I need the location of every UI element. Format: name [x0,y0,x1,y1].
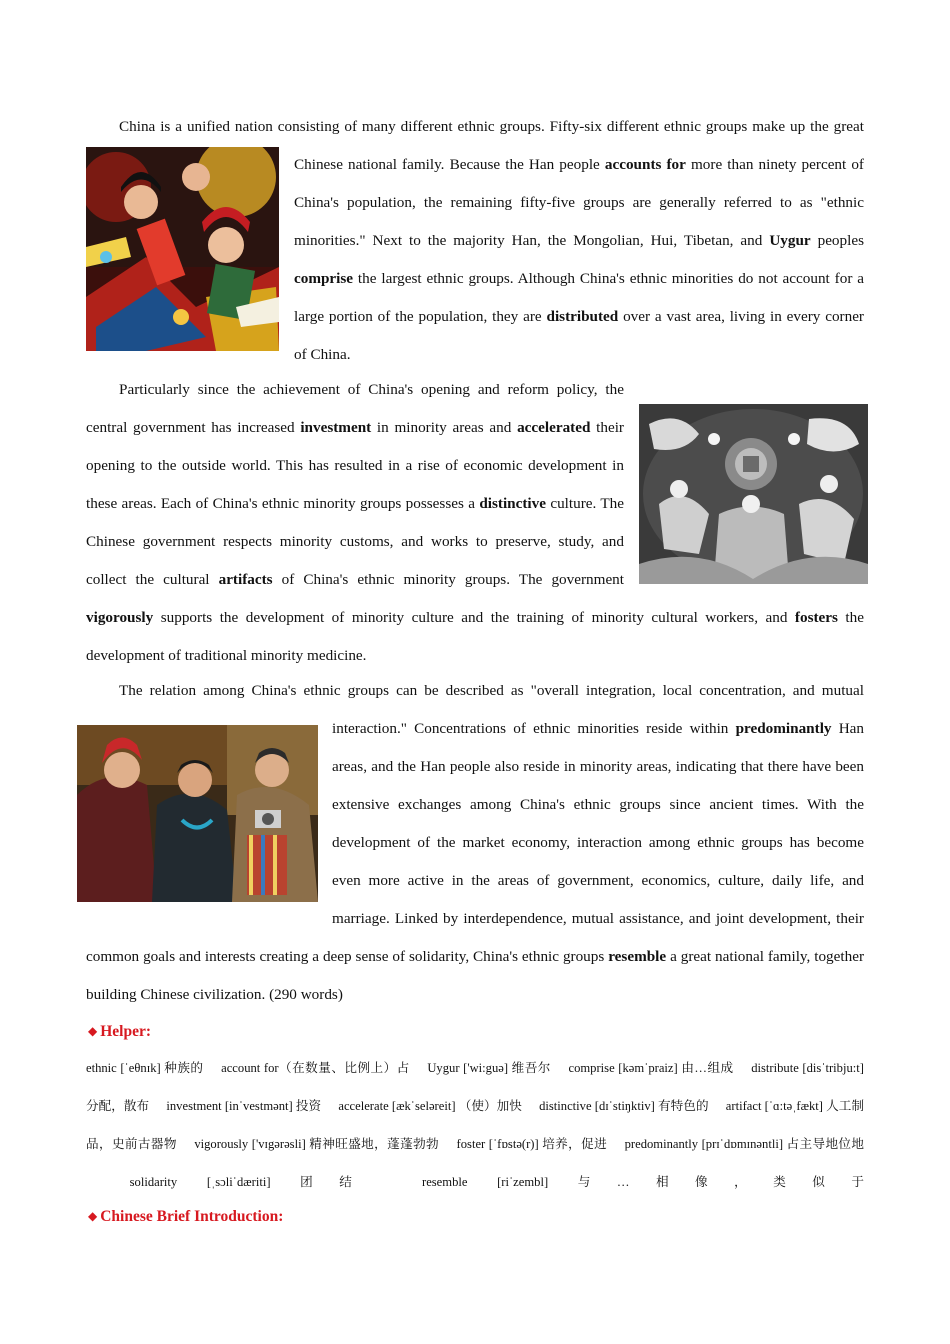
vocab-item: ethnic [ˈeθnɪk] 种族的 [86,1061,204,1075]
vocab-term: accounts for [604,156,686,173]
vocab-item: foster [ˈfɒstə(r)] 培养，促进 [456,1137,608,1151]
vocab-term: distributed [546,308,619,325]
paragraph-text: The relation among China's ethnic groups can be described as "overall integration, local concentration, and mutual interaction." Concentrations of ethnic minorities reside within [119,682,864,737]
vocab-term: resemble [608,948,667,965]
vocab-list [86,1049,864,1201]
paragraph-text: of China's ethnic minority groups. The government [272,571,624,588]
paragraph-3 [86,672,864,1014]
paragraph-text: peoples [810,232,864,249]
vocab-term: comprise [294,270,354,287]
paragraph-text: Han areas, and the Han people also reside in minority areas, indicating that there have been extensive exchanges among China's ethnic groups since ancient times. With the development of the market economy, interaction among ethnic groups has become even more active in the areas of government, economics, culture, daily life, and marriage. Linked by interdependence, mutual assistance, and joint development, their common goals and interests creating a deep sense of solidarity, China's ethnic groups [86,720,864,965]
paragraph-text: culture. The Chinese government respects minority customs, and works to preserve, study, and collect the cultural [86,495,624,588]
vocab-item: predominantly [prɪˈdɒmɪnəntli] 占主导地位地 [624,1137,864,1151]
paragraph-text: the largest ethnic groups. Although China's ethnic minorities do not account for a large portion of the population, they are [294,270,864,325]
paragraph-text: a great national family, together building Chinese civilization. (290 words) [86,948,865,1003]
paragraph-text: supports the development of minority culture and the training of minority cultural workers, and [153,609,795,626]
vocab-term: artifacts [218,571,273,588]
figure-text-wrap [86,147,294,375]
paragraph-text: Particularly since the achievement of China's opening and reform policy, the central government has increased [86,381,624,436]
figure-text-wrap [624,404,864,594]
paragraph-text: China is a unified nation consisting of many different ethnic groups. Fifty-six different ethnic groups make up the great Chinese national family. Because the Han people [119,118,864,173]
vocab-term: predominantly [735,720,832,737]
vocab-term: Uygur [769,232,811,249]
vocab-term: accelerated [517,419,591,436]
vocab-item: investment [inˈvestmənt] 投资 [166,1099,322,1113]
vocab-term: fosters [794,609,838,626]
vocab-item: Uygur ['wi:guə] 维吾尔 [427,1061,551,1075]
vocab-item: comprise [kəmˈpraiz] 由…组成 [568,1061,734,1075]
paragraph-text: over a vast area, living in every corner of China. [294,308,864,363]
paragraph-text: more than ninety percent of China's population, the remaining fifty-five groups are generally referred to as "ethnic minorities." Next to the majority Han, the Mongolian, Hui, Tibetan, and [294,156,864,249]
paragraph-text: the development of traditional minority medicine. [86,609,864,664]
paragraph-1 [86,108,864,375]
helper-heading-text: Helper: [100,1023,152,1040]
chinese-intro-heading-text: Chinese Brief Introduction: [100,1208,284,1225]
paragraph-text: in minority areas and [371,419,518,436]
vocab-term: vigorously [86,609,154,626]
vocab-item: distribute [disˈtribju:t] 分配，散布 [86,1061,864,1113]
paragraph-2 [86,371,864,675]
diamond-bullet-icon: ◆ [88,1209,98,1223]
diamond-bullet-icon: ◆ [88,1024,98,1038]
vocab-item: accelerate [ækˈseləreit] （使）加快 [338,1099,522,1113]
vocab-term: investment [300,419,372,436]
helper-heading [88,1022,151,1042]
chinese-intro-heading [88,1207,283,1227]
vocab-item: account for（在数量、比例上）占 [221,1061,410,1075]
paragraph-text: their opening to the outside world. This has resulted in a rise of economic development in these areas. Each of China's ethnic minority groups possesses a [86,419,624,512]
vocab-item: vigorously ['vɪgərəsli] 精神旺盛地，蓬蓬勃勃 [194,1137,440,1151]
vocab-item: resemble [riˈzembl] 与…相像，类似于 [422,1175,864,1189]
figure-text-wrap [86,725,332,916]
vocab-item: distinctive [dɪˈstiŋktiv] 有特色的 [539,1099,709,1113]
vocab-item: artifact [ˈɑ:təˌfækt] 人工制品，史前古器物 [86,1099,865,1151]
vocab-item: solidarity [ˌsɔliˈdæriti] 团结 [129,1175,379,1189]
vocab-term: distinctive [479,495,546,512]
